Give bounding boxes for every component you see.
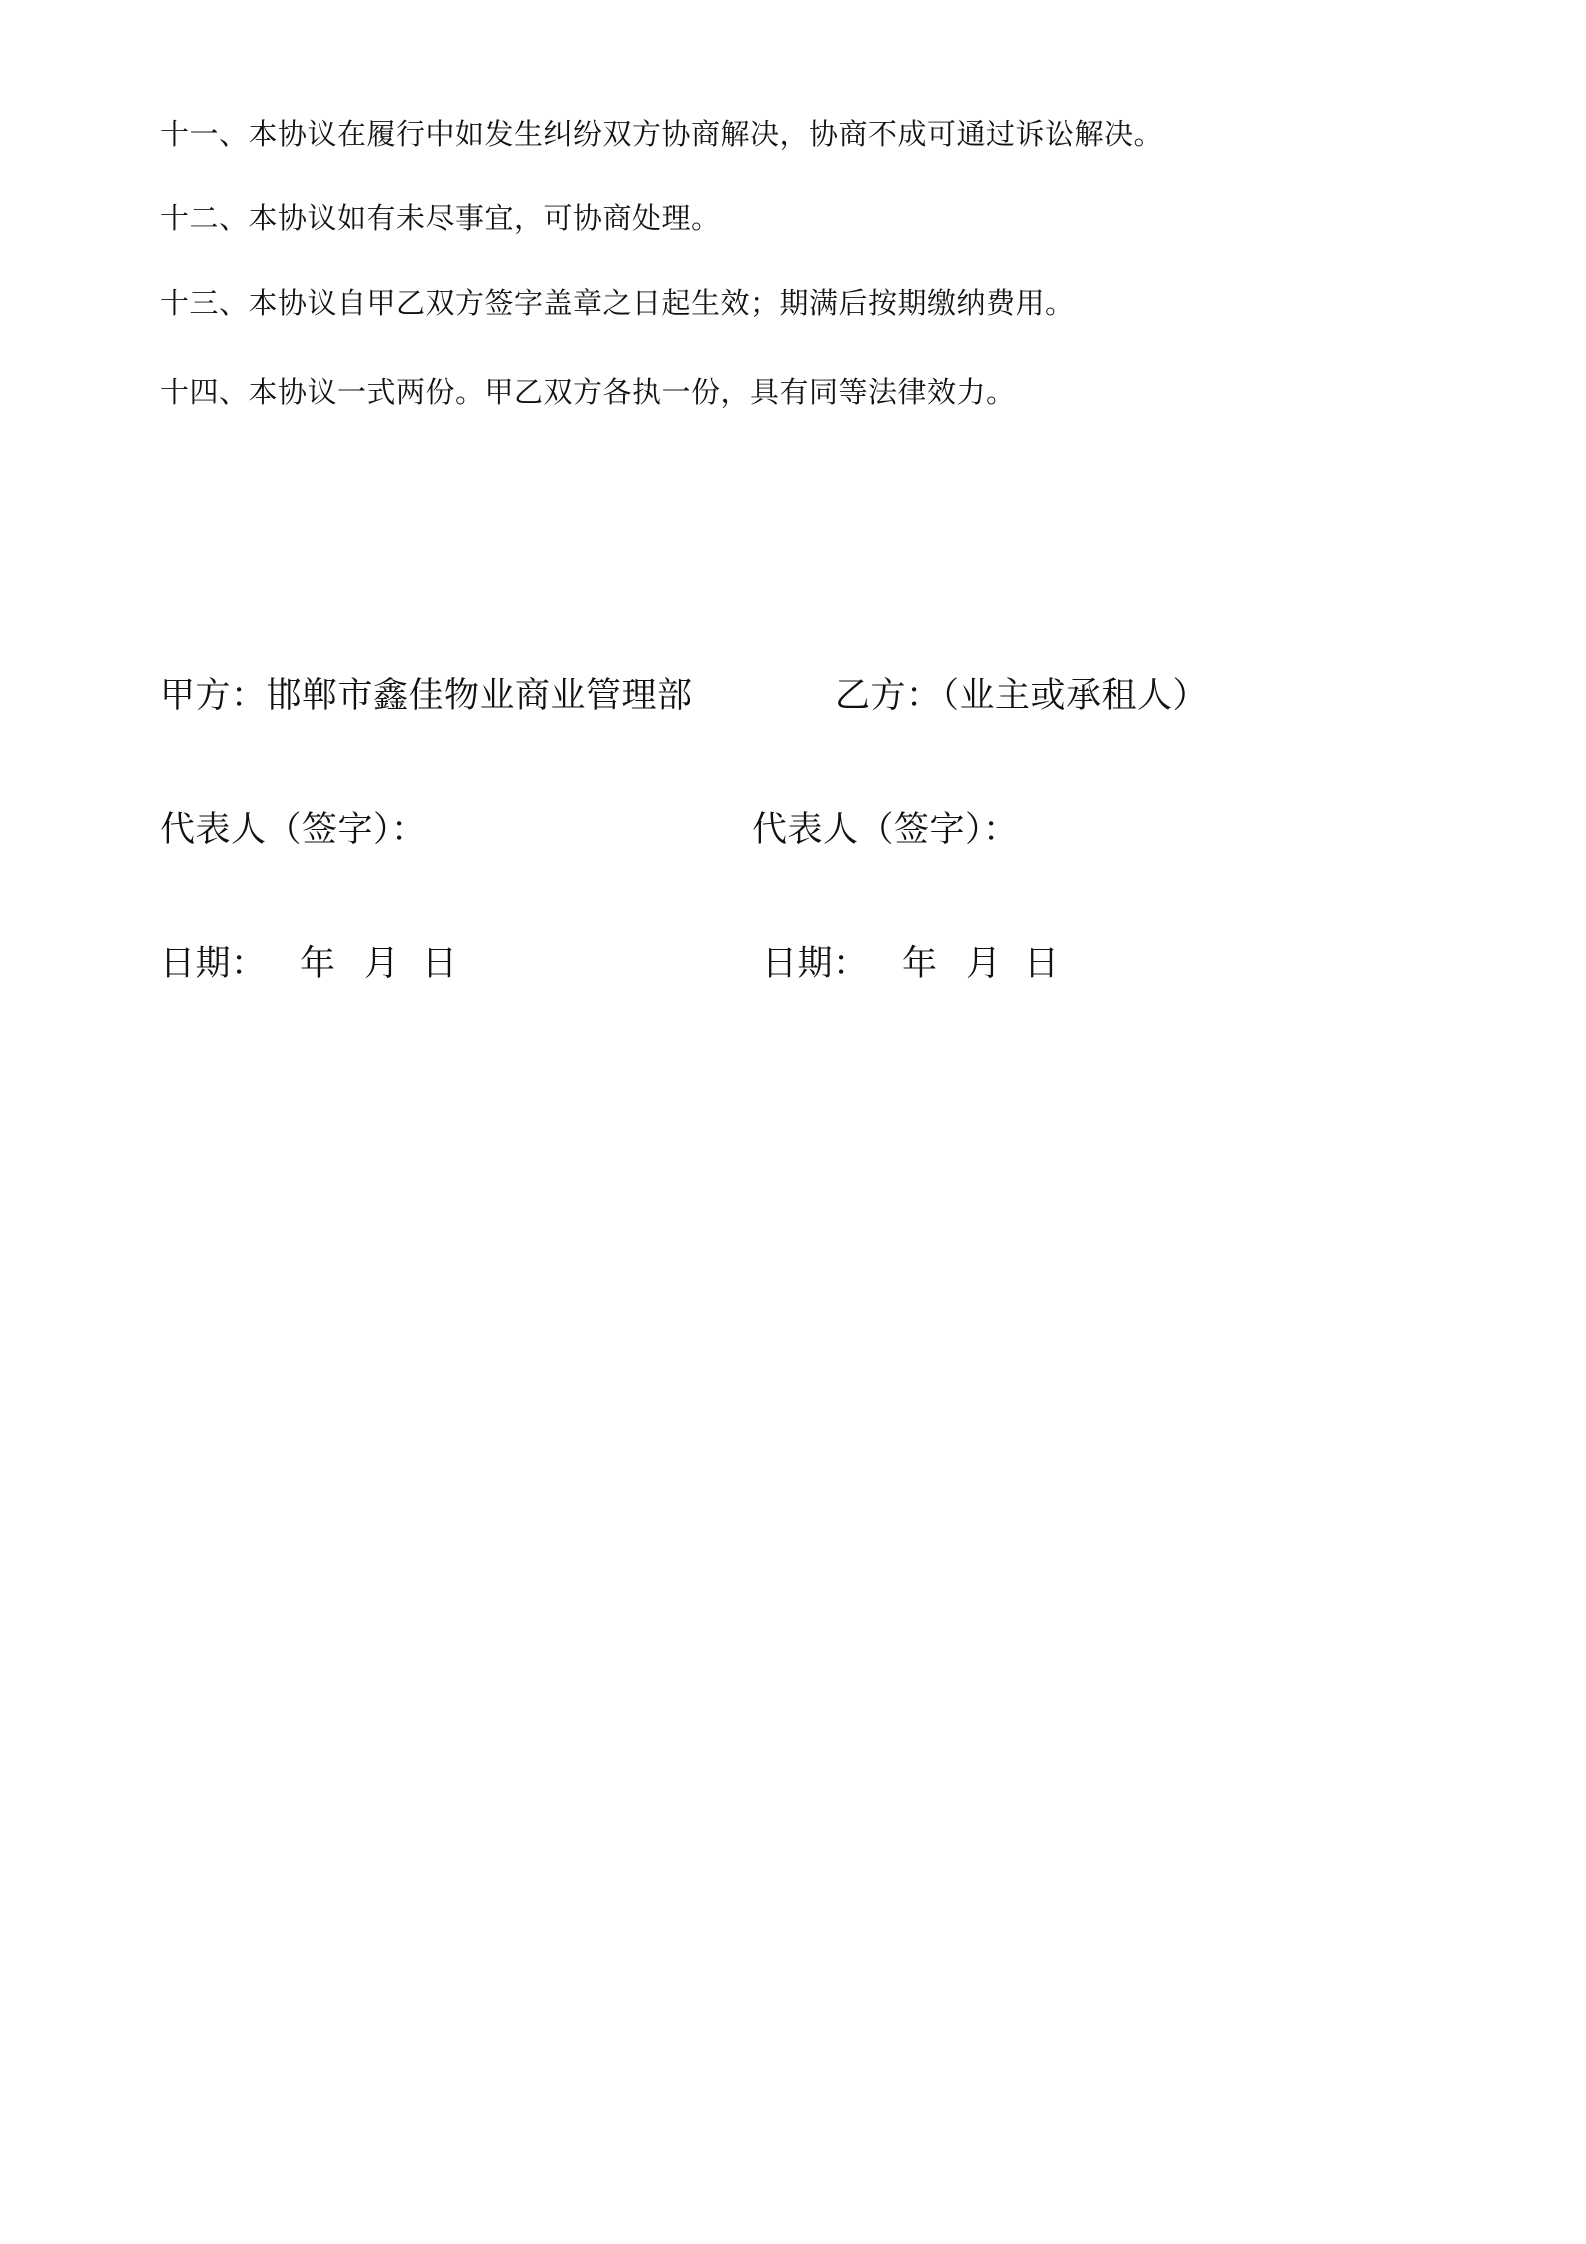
clause-thirteen: 十三、本协议自甲乙双方签字盖章之日起生效；期满后按期缴纳费用。 [160,286,1075,320]
party-b-year: 年 [902,944,938,984]
party-b-line [835,673,1208,719]
clause-eleven: 十一、本协议在履行中如发生纠纷双方协商解决，协商不成可通过诉讼解决。 [160,117,1164,151]
party-a-representative: 代表人（签字）： [160,810,427,850]
party-a-date-label: 日期： [160,944,267,984]
party-b-day: 日 [1024,944,1060,984]
party-b-date-label: 日期： [762,944,869,984]
clause-fourteen: 十四、本协议一式两份。甲乙双方各执一份，具有同等法律效力。 [160,375,1016,409]
party-b-month: 月 [966,944,1002,984]
party-b-date-line [762,941,1060,987]
party-a-name: 邯郸市鑫佳物业商业管理部 [266,676,693,716]
clause-twelve: 十二、本协议如有未尽事宜，可协商处理。 [160,201,721,235]
party-b-name: （业主或承租人） [941,676,1209,716]
party-a-label: 甲方： [160,676,267,716]
party-a-day: 日 [422,944,458,984]
party-a-line [160,673,693,719]
party-a-month: 月 [364,944,400,984]
party-b-representative: 代表人（签字）： [752,810,1019,850]
party-a-year: 年 [300,944,336,984]
party-a-date-line [160,941,458,987]
party-b-label: 乙方： [835,676,942,716]
